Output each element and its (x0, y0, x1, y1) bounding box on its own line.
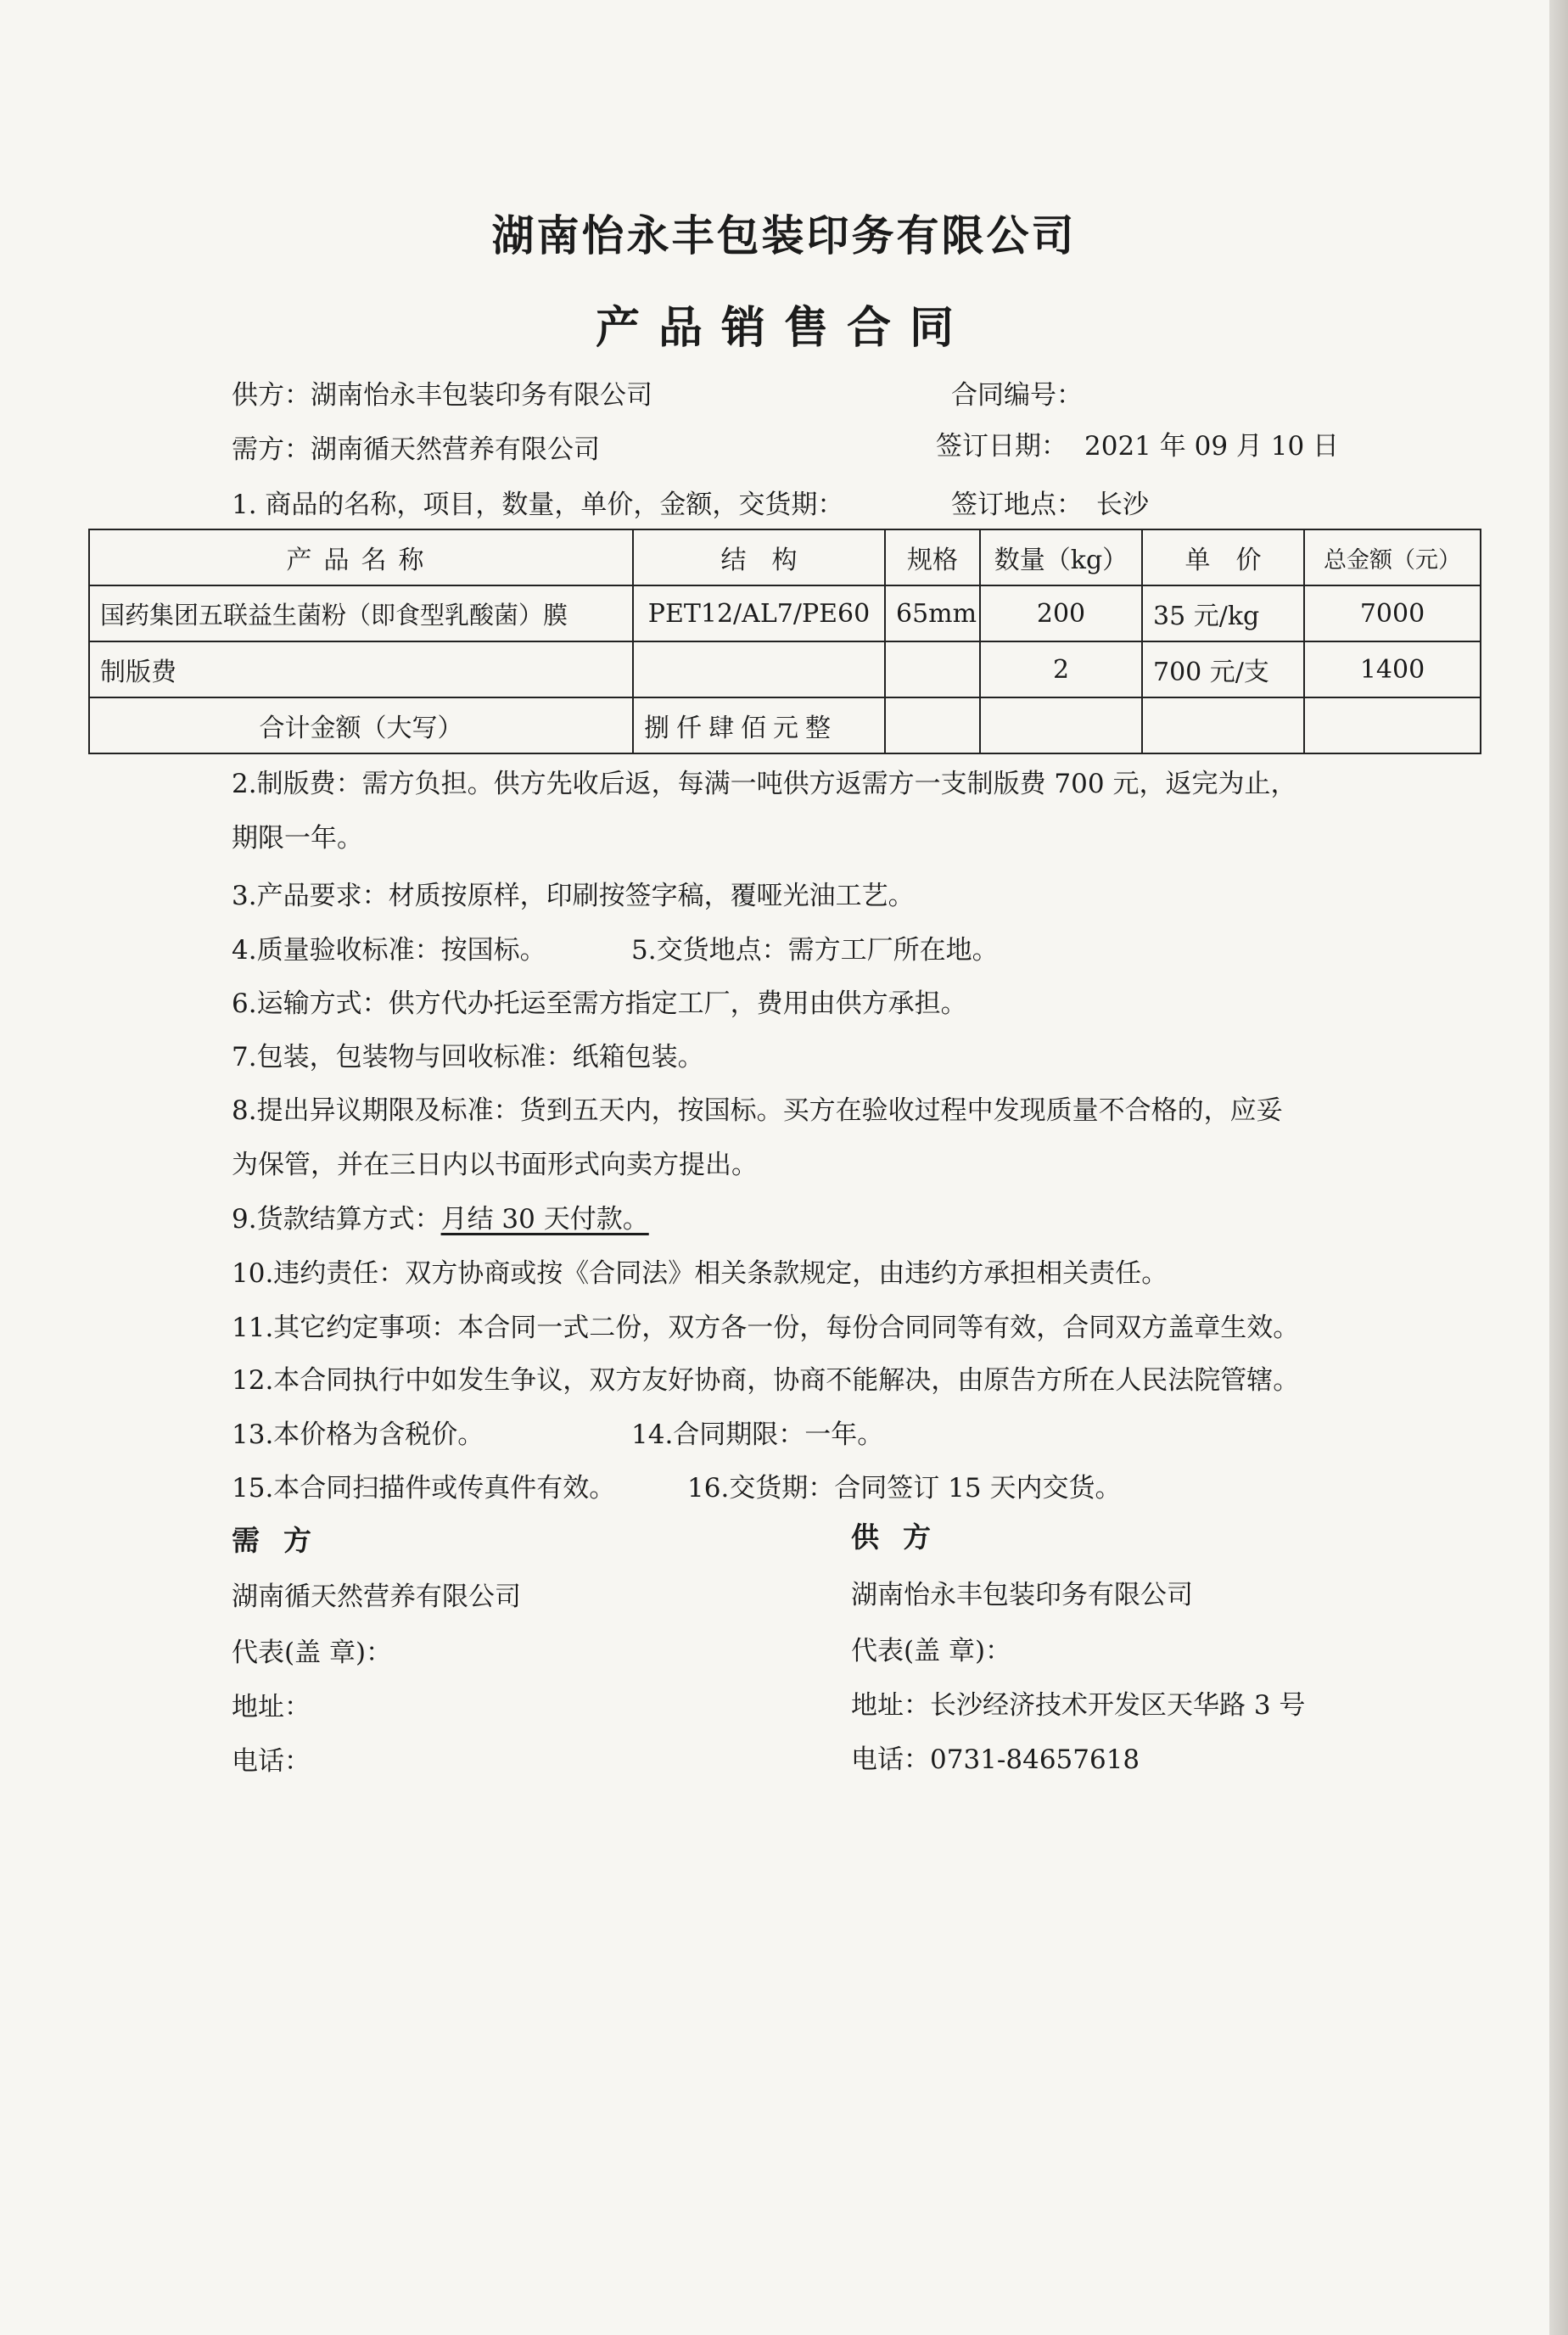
buyer-phone-label: 电话： (232, 1746, 311, 1777)
clause-2-line-2: 期限一年。 (232, 823, 363, 854)
supplier-name: 湖南怡永丰包装印务有限公司 (311, 380, 652, 411)
clause-9 (232, 1197, 649, 1235)
sign-place-line (951, 483, 1149, 521)
cell-spec: 65mm (885, 585, 980, 641)
supplier-phone-label: 电话： (851, 1744, 930, 1775)
supplier-rep-label: 代表(盖 章)： (851, 1636, 1012, 1666)
sign-date-value: 2021 年 09 月 10 日 (1084, 431, 1340, 462)
buyer-label: 需方： (232, 434, 311, 465)
document-title: 产品销售合同 (595, 303, 972, 354)
clause-8-line-2: 为保管，并在三日内以书面形式向卖方提出。 (232, 1150, 758, 1180)
buyer-party-heading: 需方 (232, 1524, 335, 1557)
company-title: 湖南怡永丰包装印务有限公司 (491, 211, 1077, 260)
supplier-address-label: 地址： (851, 1690, 930, 1721)
clause-12: 12.本合同执行中如发生争议，双方友好协商，协商不能解决，由原告方所在人民法院管辖。 (232, 1365, 1300, 1396)
supplier-address (851, 1683, 1305, 1722)
table-header-row (89, 529, 1481, 585)
buyer-address-label: 地址： (232, 1692, 311, 1722)
supplier-address-value: 长沙经济技术开发区天华路 3 号 (930, 1690, 1306, 1721)
empty-cell (1142, 697, 1304, 753)
header-quantity: 数量（kg） (980, 529, 1142, 585)
contract-number-label: 合同编号： (951, 380, 1083, 411)
cell-structure: PET12/AL7/PE60 (633, 585, 885, 641)
supplier-phone (851, 1738, 1140, 1776)
clause-10: 10.违约责任：双方协商或按《合同法》相关条款规定，由违约方承担相关责任。 (232, 1258, 1168, 1289)
clause-8-line-1: 8.提出异议期限及标准：货到五天内，按国标。买方在验收过程中发现质量不合格的，应妥 (232, 1095, 1283, 1126)
cell-quantity: 200 (980, 585, 1142, 641)
clause-9-label: 9.货款结算方式： (232, 1204, 441, 1235)
total-label: 合计金额（大写） (89, 697, 633, 753)
supplier-representative (851, 1629, 1011, 1667)
clause-5: 5.交货地点：需方工厂所在地。 (631, 935, 999, 966)
header-structure: 结 构 (633, 529, 885, 585)
goods-table (88, 529, 1481, 754)
buyer-name: 湖南循天然营养有限公司 (311, 434, 600, 465)
supplier-party-heading: 供方 (851, 1520, 955, 1554)
supplier-party-name: 湖南怡永丰包装印务有限公司 (851, 1580, 1193, 1610)
cell-product-name: 制版费 (89, 641, 633, 697)
sign-date-line (936, 424, 1339, 462)
cell-total-amount: 7000 (1304, 585, 1481, 641)
cell-structure (633, 641, 885, 697)
sign-date-label: 签订日期： (936, 431, 1067, 462)
cell-unit-price: 35 元/kg (1142, 585, 1304, 641)
table-row (89, 641, 1481, 697)
supplier-phone-value: 0731-84657618 (930, 1744, 1140, 1775)
sign-place-label: 签订地点： (951, 490, 1083, 520)
sign-place-value: 长沙 (1096, 490, 1149, 520)
header-total-amount: 总金额（元） (1304, 529, 1481, 585)
buyer-address (232, 1685, 311, 1723)
total-in-words: 捌仟肆佰元整 (633, 697, 885, 753)
buyer-line (232, 428, 600, 466)
clause-11: 11.其它约定事项：本合同一式二份，双方各一份，每份合同同等有效，合同双方盖章生效。 (232, 1313, 1300, 1343)
clause-3: 3.产品要求：材质按原样，印刷按签字稿，覆哑光油工艺。 (232, 881, 915, 911)
clause-16: 16.交货期：合同签订 15 天内交货。 (687, 1473, 1122, 1503)
table-row (89, 585, 1481, 641)
header-unit-price: 单 价 (1142, 529, 1304, 585)
buyer-phone (232, 1739, 311, 1778)
clause-2-line-1: 2.制版费：需方负担。供方先收后返，每满一吨供方返需方一支制版费 700 元，返完为止， (232, 769, 1297, 799)
clause-1: 1. 商品的名称，项目，数量，单价，金额，交货期： (232, 490, 844, 520)
clause-15: 15.本合同扫描件或传真件有效。 (232, 1473, 616, 1503)
clause-4: 4.质量验收标准：按国标。 (232, 935, 546, 966)
buyer-representative (232, 1631, 392, 1669)
clause-6: 6.运输方式：供方代办托运至需方指定工厂，费用由供方承担。 (232, 988, 967, 1019)
clause-14: 14.合同期限：一年。 (631, 1419, 884, 1450)
buyer-party-name: 湖南循天然营养有限公司 (232, 1582, 521, 1612)
header-spec: 规格 (885, 529, 980, 585)
empty-cell (1304, 697, 1481, 753)
clause-13: 13.本价格为含税价。 (232, 1419, 484, 1450)
buyer-rep-label: 代表(盖 章)： (232, 1638, 393, 1668)
cell-spec (885, 641, 980, 697)
supplier-label: 供方： (232, 380, 311, 411)
cell-quantity: 2 (980, 641, 1142, 697)
clause-7: 7.包装，包装物与回收标准：纸箱包装。 (232, 1042, 704, 1072)
header-product-name: 产品名称 (89, 529, 633, 585)
empty-cell (980, 697, 1142, 753)
cell-total-amount: 1400 (1304, 641, 1481, 697)
cell-unit-price: 700 元/支 (1142, 641, 1304, 697)
cell-product-name: 国药集团五联益生菌粉（即食型乳酸菌）膜 (89, 585, 633, 641)
table-total-row (89, 697, 1481, 753)
clause-9-payment-terms: 月结 30 天付款。 (440, 1204, 649, 1235)
empty-cell (885, 697, 980, 753)
supplier-line (232, 373, 652, 412)
contract-number-line (951, 373, 1083, 412)
